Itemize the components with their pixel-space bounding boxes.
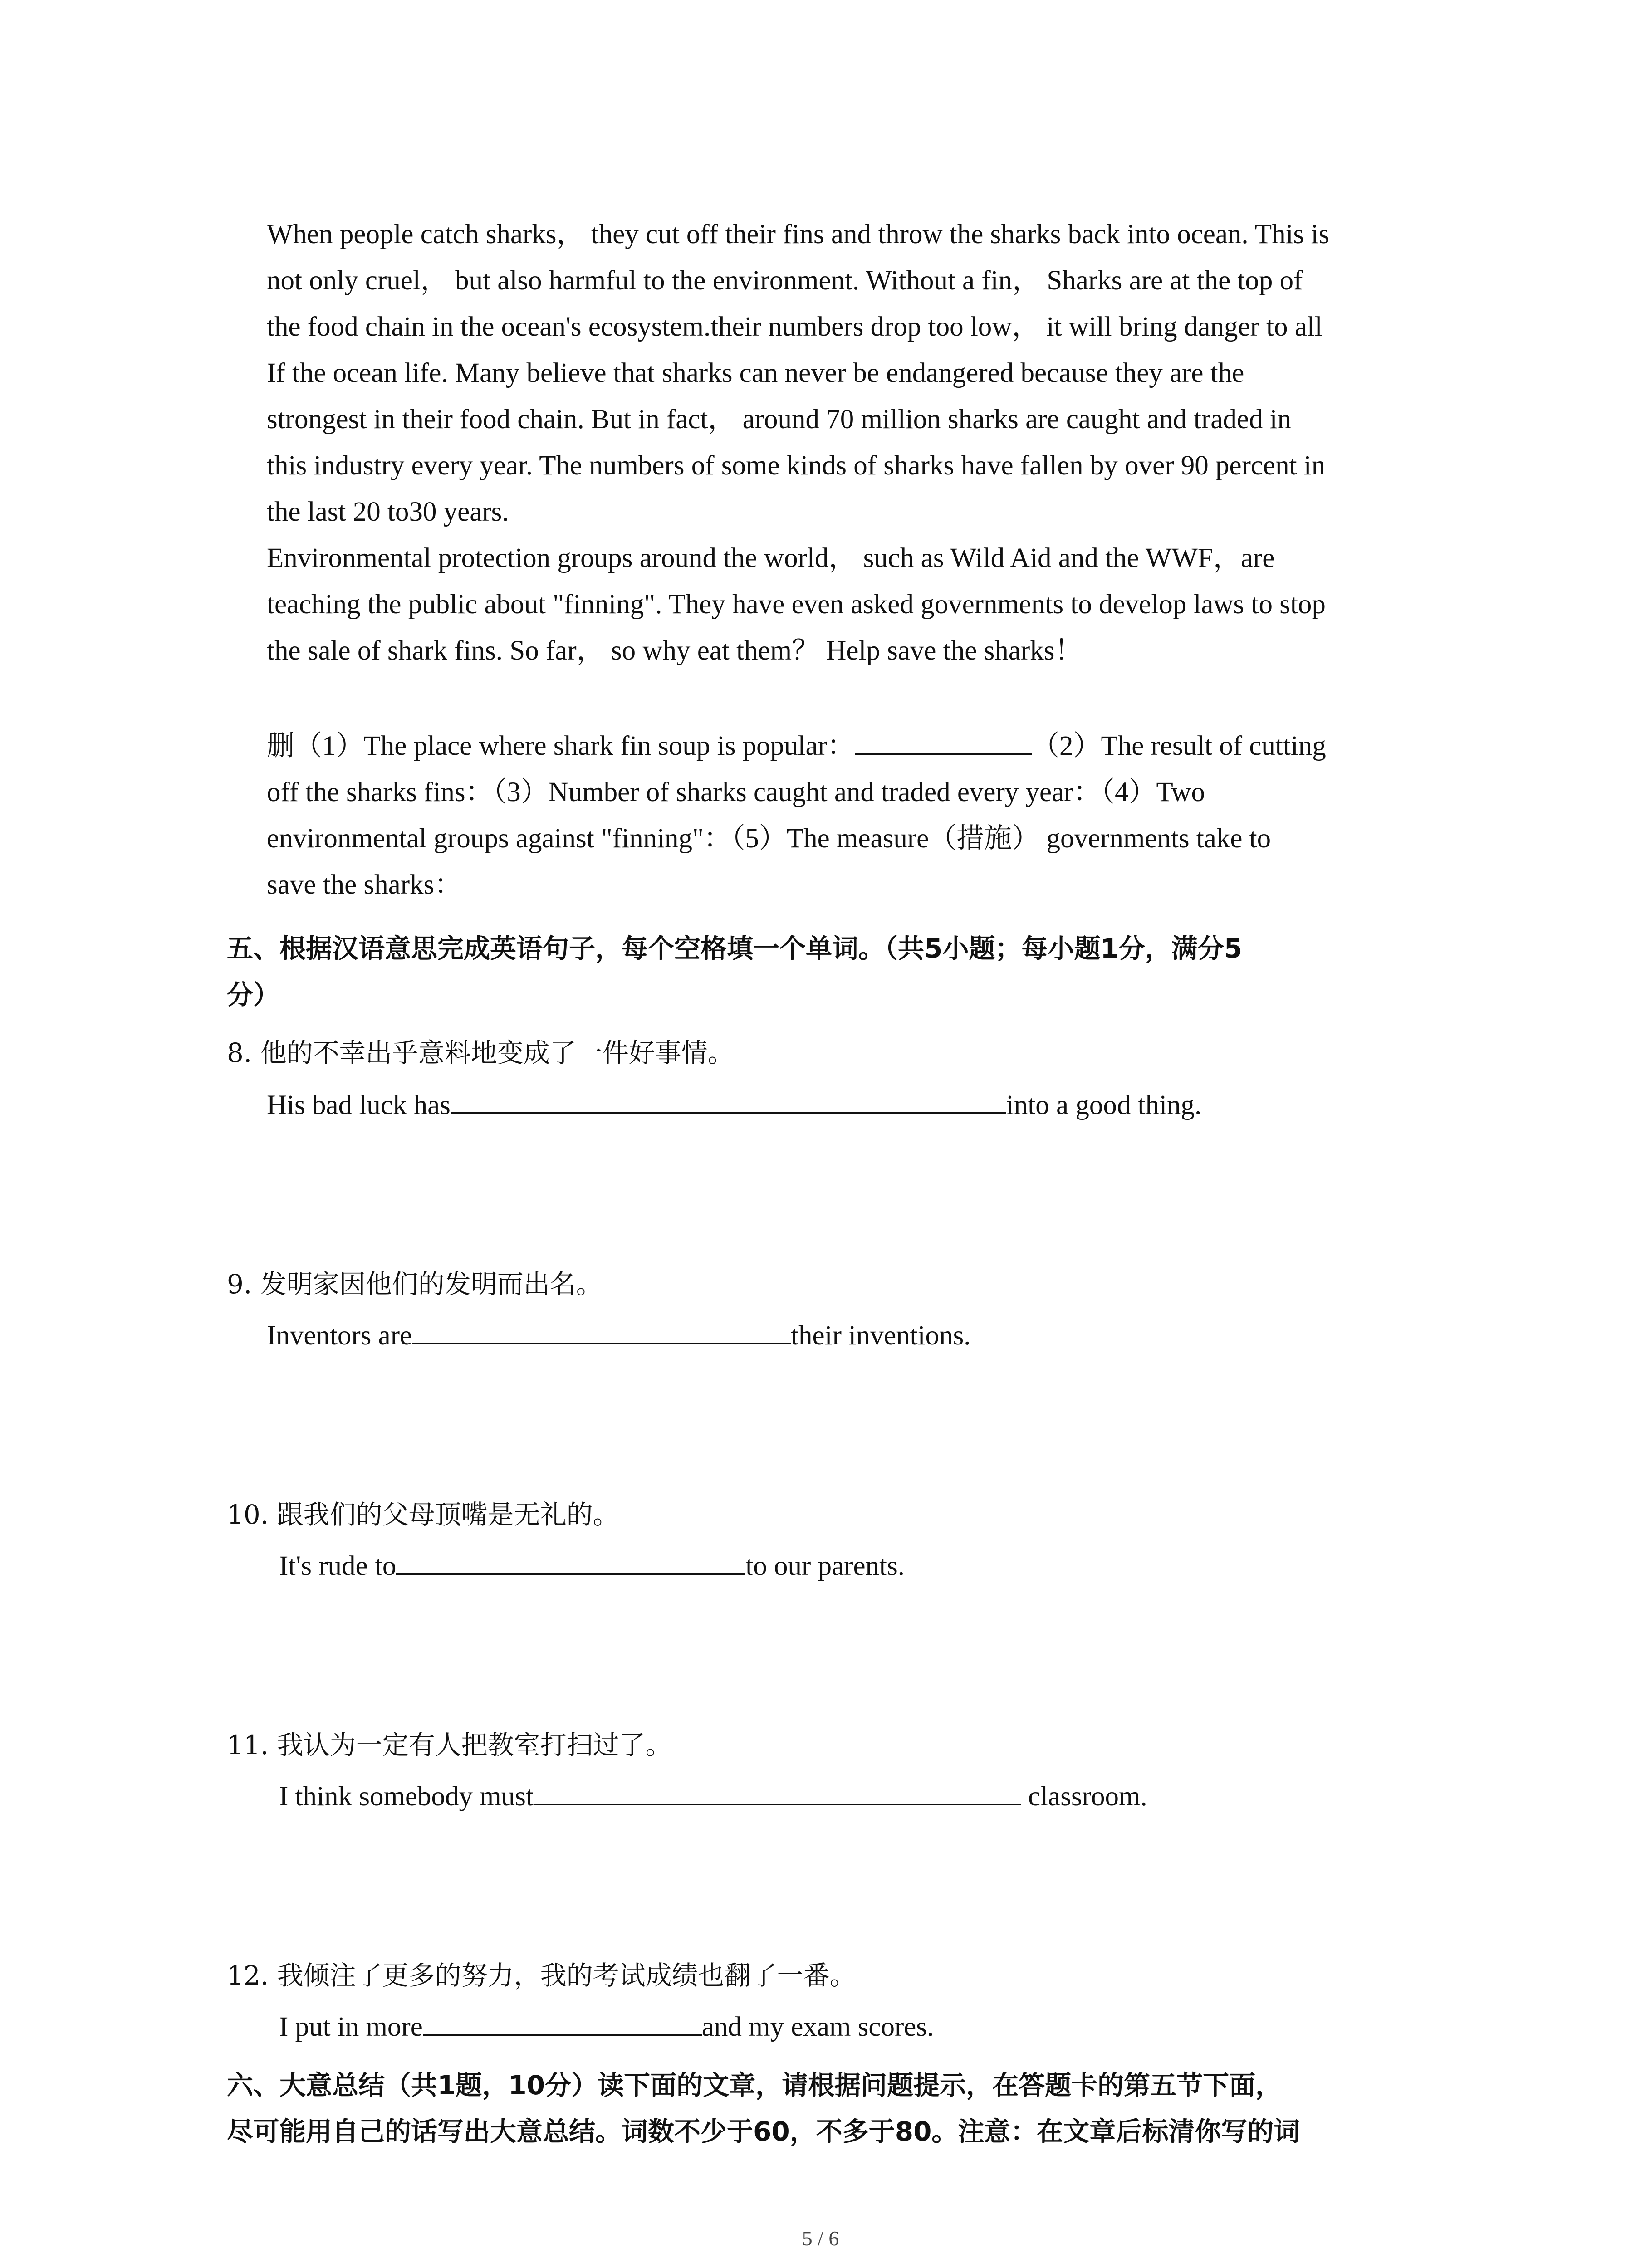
passage-line: not only cruel， but also harmful to the environment. Without a fin， Sharks are at the top of <box>267 265 1303 296</box>
passage-line: the sale of shark fins. So far， so why eat them？ Help save the sharks！ <box>267 635 1083 666</box>
answer-blank[interactable] <box>855 725 1032 755</box>
answer-blank[interactable] <box>534 1775 1021 1805</box>
section-heading: 五、根据汉语意思完成英语句子，每个空格填一个单词。（共5小题；每小题1分，满分5 <box>227 933 1243 964</box>
section-heading: 尽可能用自己的话写出大意总结。词数不少于60，不多于80。注意：在文章后标清你写的词 <box>227 2116 1300 2147</box>
passage-line: this industry every year. The numbers of some kinds of sharks have fallen by over 90 percent in <box>267 450 1326 481</box>
passage-line: strongest in their food chain. But in fact， around 70 million sharks are caught and traded in <box>267 404 1292 435</box>
passage-line: the last 20 to30 years. <box>267 497 509 527</box>
answer-blank[interactable] <box>423 2006 702 2036</box>
answer-blank[interactable] <box>396 1545 745 1575</box>
task-item-1: 删（1）The place where shark fin soup is popular： <box>267 731 855 761</box>
question-sentence: It's rude to to our parents. <box>279 1543 905 1589</box>
section-heading: 六、大意总结（共1题，10分）读下面的文章，请根据问题提示，在答题卡的第五节下面， <box>227 2070 1282 2101</box>
question-prompt: 8. 他的不幸出乎意料地变成了一件好事情。 <box>227 1037 734 1068</box>
task-line <box>267 723 1455 769</box>
passage-line: When people catch sharks， they cut off their fins and throw the sharks back into ocean. This is <box>267 219 1330 249</box>
question-sentence: I put in more and my exam scores. <box>279 2004 934 2050</box>
question-prompt: 11. 我认为一定有人把教室打扫过了。 <box>227 1730 672 1760</box>
passage-line: teaching the public about "finning". They have even asked governments to develop laws to stop <box>267 589 1326 620</box>
question-prompt: 10. 跟我们的父母顶嘴是无礼的。 <box>227 1499 619 1530</box>
task-item-2: （2）The result of cutting <box>1031 731 1326 761</box>
answer-blank[interactable] <box>412 1315 791 1344</box>
answer-blank[interactable] <box>451 1084 1006 1114</box>
question-prompt: 9. 发明家因他们的发明而出名。 <box>227 1269 603 1300</box>
passage-line: If the ocean life. Many believe that sharks can never be endangered because they are the <box>267 358 1244 388</box>
task-line: save the sharks： <box>267 870 462 900</box>
task-line: off the sharks fins：（3）Number of sharks caught and traded every year：（4）Two <box>267 777 1205 807</box>
question-sentence: I think somebody must classroom. <box>279 1774 1147 1820</box>
passage-line: the food chain in the ocean's ecosystem.their numbers drop too low， it will bring danger to all <box>267 312 1323 342</box>
passage-line: Environmental protection groups around the world， such as Wild Aid and the WWF，are <box>267 543 1275 573</box>
task-line: environmental groups against "finning"：（5）The measure（措施） governments take to <box>267 823 1271 854</box>
question-sentence: Inventors are their inventions. <box>267 1313 971 1359</box>
question-sentence: His bad luck has into a good thing. <box>267 1082 1201 1129</box>
section-heading: 分） <box>227 979 280 1010</box>
question-prompt: 12. 我倾注了更多的努力，我的考试成绩也翻了一番。 <box>227 1960 856 1991</box>
page-number: 5 / 6 <box>802 2227 839 2250</box>
